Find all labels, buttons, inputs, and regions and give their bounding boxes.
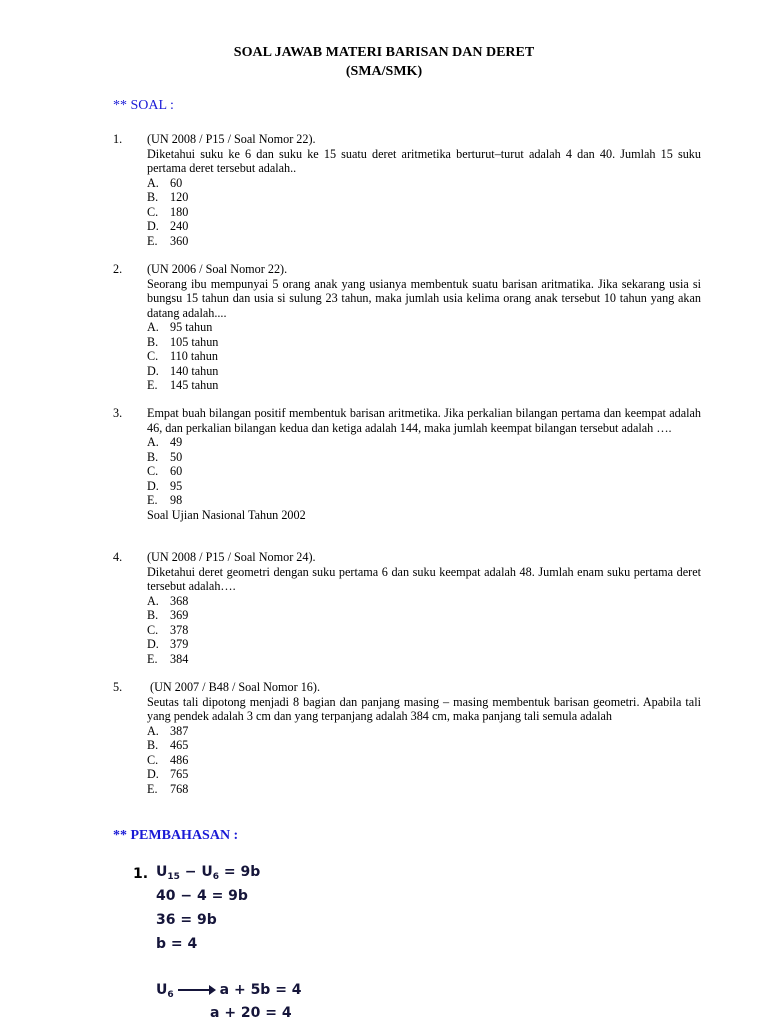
math-line: 36 = 9b [156, 912, 217, 928]
question-1 [113, 132, 701, 248]
option-letter: E. [147, 651, 158, 666]
math-term: = 9b [219, 864, 261, 880]
option-value: 379 [170, 637, 189, 651]
option-b [147, 450, 701, 465]
option-value: 145 tahun [170, 378, 219, 392]
option-b [147, 335, 701, 350]
option-letter: E. [147, 493, 158, 507]
option-a [147, 724, 701, 739]
option-value: 95 [170, 478, 183, 493]
option-letter: E. [147, 378, 158, 392]
option-letter: B. [147, 190, 159, 204]
option-e [147, 652, 701, 667]
option-value: 110 tahun [170, 349, 218, 363]
option-letter: A. [147, 320, 159, 334]
pembahasan-solution-1 [133, 862, 433, 1022]
option-c [147, 464, 701, 479]
option-letter: B. [147, 608, 159, 622]
question-text: Empat buah bilangan positif membentuk barisan aritmetika. Jika perkalian bilangan pertama dan keempat adalah 46, dan perkalian bilangan kedua dan ketiga adalah 144, maka jumlah keempat bilangan tersebut adalah …. [147, 406, 701, 435]
option-value: 49 [170, 435, 183, 449]
option-value: 140 tahun [170, 363, 219, 378]
option-c [147, 349, 701, 364]
option-value: 98 [170, 493, 183, 507]
option-value: 240 [170, 219, 189, 233]
option-letter: C. [147, 349, 159, 363]
math-term: − U [179, 864, 213, 880]
option-e [147, 782, 701, 797]
math-subscript: 6 [212, 872, 220, 882]
math-line [156, 864, 260, 882]
option-a [147, 594, 701, 609]
pembahasan-heading: ** PEMBAHASAN : [113, 828, 239, 843]
math-line: a + 20 = 4 [210, 1005, 292, 1021]
question-number: 2. [113, 262, 123, 276]
question-text: Seorang ibu mempunyai 5 orang anak yang usianya membentuk suatu barisan aritmatika. Jika sekarang usia si bungsu 15 tahun dan usia si sulung 23 tahun, maka jumlah usia kelima orang anak tersebut 10 tahun yang akan datang adalah.... [147, 276, 701, 320]
option-letter: D. [147, 478, 159, 493]
option-letter: E. [147, 233, 158, 248]
math-subscript: 6 [167, 990, 174, 1000]
math-line: 40 − 4 = 9b [156, 888, 248, 904]
question-number: 1. [113, 132, 123, 146]
option-e [147, 234, 701, 249]
math-term: U [156, 864, 168, 880]
option-value: 465 [170, 738, 189, 752]
option-a [147, 320, 701, 335]
option-letter: D. [147, 219, 159, 233]
option-value: 60 [170, 175, 183, 190]
question-source: (UN 2006 / Soal Nomor 22). [147, 262, 288, 276]
option-b [147, 738, 701, 753]
option-value: 95 tahun [170, 320, 213, 334]
question-note: Soal Ujian Nasional Tahun 2002 [147, 507, 306, 522]
option-c [147, 623, 701, 638]
option-value: 768 [170, 781, 189, 796]
option-a [147, 176, 701, 191]
question-text: Diketahui suku ke 6 dan suku ke 15 suatu deret aritmetika berturut–turut adalah 4 dan 40. Jumlah 15 suku pertama deret tersebut adalah.. [147, 146, 701, 175]
soal-heading: ** SOAL : [113, 98, 174, 113]
option-c [147, 205, 701, 220]
option-d [147, 767, 701, 782]
math-subscript: 15 [167, 872, 180, 882]
option-d [147, 219, 701, 234]
question-2 [113, 262, 701, 393]
question-text: Diketahui deret geometri dengan suku pertama 6 dan suku keempat adalah 48. Jumlah enam suku pertama deret tersebut adalah…. [147, 564, 701, 593]
option-letter: A. [147, 593, 159, 608]
option-value: 360 [170, 233, 189, 248]
option-value: 368 [170, 593, 189, 608]
option-value: 384 [170, 651, 189, 666]
option-d [147, 479, 701, 494]
option-value: 105 tahun [170, 334, 219, 349]
document-title-line1: SOAL JAWAB MATERI BARISAN DAN DERET [233, 45, 535, 60]
option-letter: D. [147, 637, 159, 651]
option-letter: C. [147, 752, 159, 767]
question-number: 4. [113, 550, 123, 564]
document-title-line2: (SMA/SMK) [345, 64, 423, 79]
option-a [147, 435, 701, 450]
option-c [147, 753, 701, 768]
math-term: a + 5b = 4 [219, 982, 302, 998]
solution-number: 1. [133, 866, 149, 882]
option-letter: C. [147, 622, 159, 637]
question-source: (UN 2007 / B48 / Soal Nomor 16). [147, 680, 320, 694]
option-value: 50 [170, 449, 183, 464]
math-term: U [156, 982, 168, 998]
question-3 [113, 406, 701, 522]
math-line: b = 4 [156, 936, 198, 952]
option-value: 120 [170, 190, 189, 204]
option-value: 765 [170, 767, 189, 781]
option-value: 486 [170, 752, 189, 767]
math-line-u6 [156, 982, 302, 1000]
question-4 [113, 550, 701, 666]
option-letter: A. [147, 435, 159, 449]
question-source: (UN 2008 / P15 / Soal Nomor 24). [147, 550, 316, 564]
option-d [147, 364, 701, 379]
option-letter: D. [147, 767, 159, 781]
option-d [147, 637, 701, 652]
option-b [147, 190, 701, 205]
option-letter: E. [147, 781, 158, 796]
option-letter: C. [147, 204, 159, 219]
option-value: 369 [170, 608, 189, 622]
option-value: 60 [170, 464, 183, 478]
option-value: 180 [170, 204, 189, 219]
question-text: Seutas tali dipotong menjadi 8 bagian dan panjang masing – masing membentuk barisan geometri. Apabila tali yang pendek adalah 3 cm dan yang terpanjang adalah 384 cm, maka panjang tali semula adalah [147, 694, 701, 723]
option-value: 387 [170, 723, 189, 738]
option-e [147, 493, 701, 508]
question-number: 3. [113, 406, 123, 420]
option-value: 378 [170, 622, 189, 637]
question-5 [113, 680, 701, 796]
question-source: (UN 2008 / P15 / Soal Nomor 22). [147, 132, 316, 146]
right-arrow-icon [178, 985, 216, 995]
option-letter: D. [147, 363, 159, 378]
option-letter: B. [147, 738, 159, 752]
option-letter: B. [147, 449, 159, 464]
option-b [147, 608, 701, 623]
option-letter: B. [147, 334, 159, 349]
option-letter: C. [147, 464, 159, 478]
option-e [147, 378, 701, 393]
question-number: 5. [113, 680, 123, 694]
option-letter: A. [147, 175, 159, 190]
option-letter: A. [147, 723, 159, 738]
